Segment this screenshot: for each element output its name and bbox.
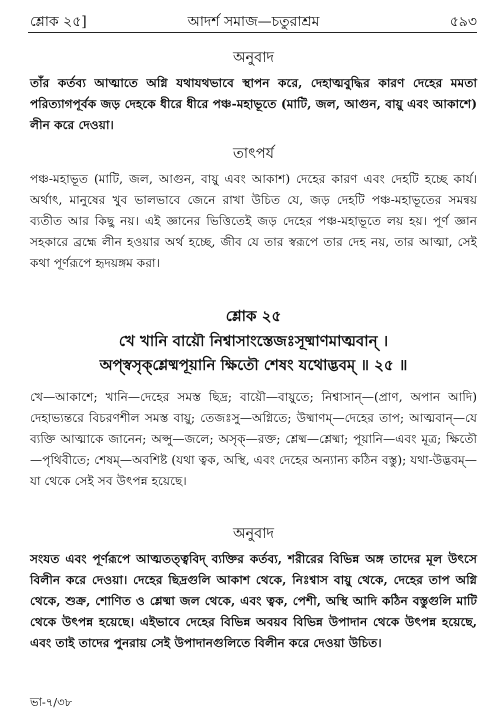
translation-text-2: সংযত এবং পূর্ণরূপে আত্মতত্ত্ববিদ্ ব্যক্তির কর্তব্য, শরীরের বিভিন্ন অঙ্গ তাদের মূল উৎসে বিলীন করে দেওয়া। দেহের ছিদ্রগুলি আকাশ থেকে, নিঃশ্বাস বায়ু থেকে, দেহের তাপ অগ্নি থেকে, শুক্র, শোণিত ও শ্লেষ্মা জল থেকে, এবং ত্বক, পেশী, অস্থি আদি কঠিন বস্তুগুলি মাটি থেকে উৎপন্ন হয়েছে। এইভাবে দেহের বিভিন্ন অবয়ব বিভিন্ন উপাদান থেকে উৎপন্ন হয়েছে, এবং তাই তাদের পুনরায় সেই উপাদানগুলিতে বিলীন করে দেওয়া উচিত।: [30, 552, 477, 650]
footer-signature: ভা-৭/৩৮: [30, 695, 73, 709]
page-number: ৫৯৩: [449, 14, 477, 30]
purport-text: পঞ্চ-মহাভূত (মাটি, জল, আগুন, বায়ু এবং আকাশ) দেহের কারণ এবং দেহটি হচ্ছে কার্য। অর্থাৎ, মানুষের খুব ভালভাবে জেনে রাখা উচিত যে, জড় দেহটি পঞ্চ-মহাভূতের সমন্বয় ব্যতীত আর কিছু নয়। এই জ্ঞানের ভিত্তিতেই জড় দেহের পঞ্চ-মহাভূতে লয় হয়। পূর্ণ জ্ঞান সহকারে ব্রহ্মে লীন হওয়ার অর্থ হচ্ছে, জীব যে তার স্বরূপে তার দেহ নয়, তার আত্মা, সেই কথা পূর্ণরূপে হৃদয়ঙ্গম করা।: [30, 172, 477, 270]
section-spacer: [30, 492, 477, 516]
verse-line-2: অপ্স্বসৃক্‌শ্লেষ্মপূয়ানি ক্ষিতৌ শেষং যথোদ্ভবম্ ॥ ২৫ ॥: [99, 356, 408, 374]
running-header: [30, 6, 477, 32]
header-verse-ref: শ্লোক ২৫]: [30, 14, 87, 30]
purport-heading: তাৎপর্য: [232, 146, 275, 162]
header-chapter-title: আদর্শ সমাজ—চতুরাশ্রম: [187, 14, 320, 30]
translation-text: তাঁর কর্তব্য আত্মাতে অগ্নি যথাযথভাবে স্থাপন করে, দেহাত্মবুদ্ধির কারণ দেহের মমতা পরিত্যাগপূর্বক জড় দেহকে ধীরে ধীরে পঞ্চ-মহাভূতে (মাটি, জল, আগুন, বায়ু এবং আকাশে) লীন করে দেওয়া।: [30, 76, 477, 132]
synonyms-text: খে—আকাশে; খানি—দেহের সমস্ত ছিদ্র; বায়ৌ—বায়ুতে; নিশ্বাসান্—(প্রাণ, অপান আদি) দেহাভ্যন্তরে বিচরণশীল সমস্ত বায়ু; তেজঃসু—অগ্নিতে; উষ্মাণম্—দেহের তাপ; আত্মবান্—যে ব্যক্তি আত্মাকে জানেন; অপ্সু—জলে; অসৃক্—রক্ত; শ্লেষ্ম—শ্লেষ্মা; পূয়ানি—এবং মূত্র; ক্ষিতৌ—পৃথিবীতে; শেষম্—অবশিষ্ট (যথা ত্বক, অস্থি, এবং দেহের অন্যান্য কঠিন বস্তু); যথা-উদ্ভবম্—যা থেকে সেই সব উৎপন্ন হয়েছে।: [30, 390, 477, 488]
verse-number: শ্লোক ২৫: [225, 307, 282, 325]
header-rule: [28, 32, 477, 33]
page-content: [30, 40, 477, 654]
verse-line-1: খে খানি বায়ৌ নিশ্বাসাংস্তেজঃসূষ্মাণমাত্মবান্ ।: [118, 332, 389, 350]
translation-heading: অনুবাদ: [232, 50, 275, 66]
verse-text: [30, 329, 477, 377]
translation-heading-2: অনুবাদ: [232, 526, 275, 542]
